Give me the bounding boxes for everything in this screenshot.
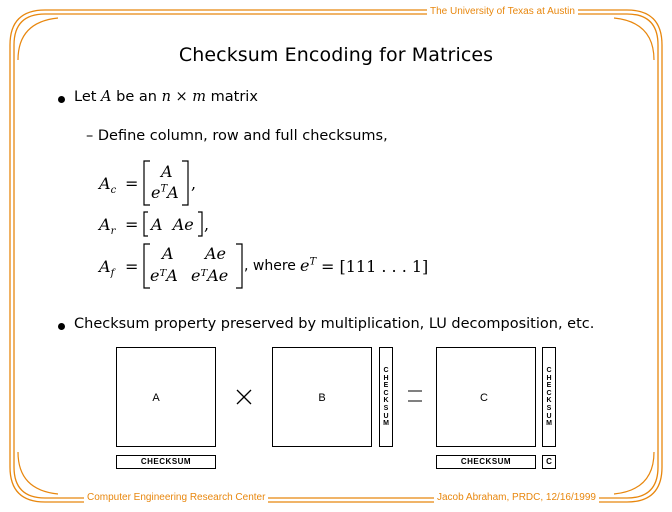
bullet-1-suffix: matrix	[206, 89, 258, 105]
eq-c-sub: c	[110, 185, 117, 197]
eq-c-tail: ,	[191, 174, 197, 193]
eq-r-body: A Ae	[151, 215, 194, 234]
eq-f-bl: eᵀA	[150, 266, 178, 285]
eq-f-where: , where	[244, 258, 301, 274]
bullet-1-matrix: A	[101, 89, 112, 105]
bullet-dot-1	[58, 96, 65, 103]
eq-c-bot-a: A	[167, 183, 179, 202]
header-institution: The University of Texas at Austin	[427, 6, 578, 18]
eq-c-lhs: A	[99, 174, 111, 193]
eq-r-lhs: A	[99, 215, 111, 234]
matrix-c-corner-label: C	[546, 457, 552, 466]
matrix-c-checksum-col-label: CHECKSUM	[546, 367, 552, 428]
eq-r-tail: ,	[204, 215, 210, 234]
bullet-1-text	[74, 89, 258, 105]
eq-c-bot-sup: T	[160, 183, 168, 195]
matrix-c-checksum-row-label: CHECKSUM	[460, 457, 512, 466]
eq-r-sub: r	[110, 226, 116, 238]
equation-full-checksum: $A_f$ = A Ae eᵀA eᵀAe , where $e^T$ = [111 . . . 1]	[99, 243, 429, 289]
eq-f-sub: f	[110, 268, 115, 280]
matrix-c-label: C	[480, 392, 488, 404]
matrix-a-checksum-label: CHECKSUM	[140, 457, 192, 466]
footer-author-date: Jacob Abraham, PRDC, 12/16/1999	[434, 492, 599, 504]
eq-f-vec: = [111 . . . 1]	[321, 257, 429, 276]
bullet-1-prefix: Let	[74, 89, 102, 105]
eq-f-tr: Ae	[205, 244, 227, 263]
eq-c-top: A	[161, 162, 173, 181]
matrix-a-label: A	[152, 392, 160, 404]
matrix-b-label: B	[318, 392, 326, 404]
matrix-b-checksum-label: CHECKSUM	[383, 367, 389, 428]
sub-item-1: – Define column, row and full checksums,	[86, 128, 388, 144]
eq-f-tl: A	[162, 244, 174, 263]
slide-title: Checksum Encoding for Matrices	[178, 44, 494, 66]
footer-center: Computer Engineering Research Center	[84, 492, 268, 504]
eq-f-lhs: A	[99, 257, 111, 276]
eq-f-e: e	[300, 256, 310, 275]
bullet-2-text: Checksum property preserved by multiplication, LU decomposition, etc.	[74, 316, 595, 332]
bullet-dot-2	[58, 323, 65, 330]
bullet-1-middle: be an	[111, 89, 162, 105]
eq-f-br: eᵀAe	[191, 266, 229, 285]
eq-c-bot-e: e	[151, 183, 161, 202]
multiply-sign	[236, 389, 252, 405]
bullet-1-dims: n × m	[161, 89, 207, 105]
eq-f-sup: T	[309, 256, 317, 268]
equals-sign	[407, 388, 423, 404]
